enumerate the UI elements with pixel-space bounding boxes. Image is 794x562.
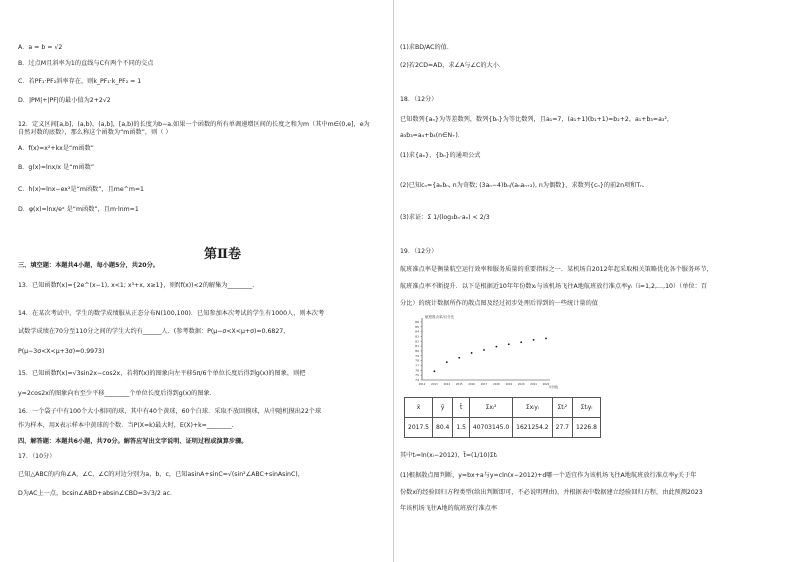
cell-sum-t2: 27.7 xyxy=(552,418,572,438)
question-13: 13．已知函数f(x)={2e^(x−1), x<1; x³+x, x≥1}，则f(f(x))<2的解集为________. xyxy=(18,282,255,289)
question-16-line1: 16．一个袋子中有100个大小相同的球，其中有40个黄球，60个白球．采取不放回摸球，从中随机摸出22个球 xyxy=(18,408,322,415)
header-sum-ty: Σtᵢyᵢ xyxy=(572,398,600,418)
header-t-bar: t̄ xyxy=(453,398,470,418)
option-b: B．过点M且斜率为1的直线与C有两个不同的交点 xyxy=(18,60,154,67)
question-18-line2: a₃b₃=a₄+b₄(n∈N₊)． xyxy=(400,132,464,139)
y-tick-label: 77 xyxy=(415,363,419,368)
question-18-line1: 已知数列{aₙ}为等差数列，数列{bₙ}为等比数列，且a₁=7，(a₁+1)(b₁+1)=b₂+2，a₁+b₃=a₃²， xyxy=(400,116,674,123)
scatter-plot xyxy=(406,312,559,390)
cell-x-bar: 2017.5 xyxy=(405,418,433,438)
x-tick-label: 2015 xyxy=(455,383,463,386)
table-header-row xyxy=(405,398,601,418)
question-17-line1: 已知△ABC的内角∠A，∠C，∠C的对边分别为a，b，c，已知asinA+sinC=√(sin²∠ABC+sinAsinC)， xyxy=(18,471,304,478)
y-tick-label: 86 xyxy=(415,320,419,324)
section-3-heading: 三、填空题：本题共4小题，每小题5分，共20分。 xyxy=(18,262,159,269)
question-17-line2: D为AC上一点，bcsin∠ABD+absin∠CBD=3√3/2 ac． xyxy=(18,490,177,497)
option-d: D．|PM|+|PF|的最小值为2+2√2 xyxy=(18,97,111,104)
question-15-line1: 15．已知函数f(x)=√3sin2x−cos2x，若将f(x)的图象向左平移5π/6个单位长度后得到g(x)的图象，则把 xyxy=(18,370,306,377)
question-15-line2: y=2cos2x的图象向右至少平移________个单位长度后得到g(x)的图象. xyxy=(18,390,212,397)
question-18-part-1: (1)求{aₙ}，{bₙ}的通项公式 xyxy=(400,152,481,159)
section-title: 第Ⅱ卷 xyxy=(204,247,241,262)
data-point xyxy=(520,341,522,343)
y-tick-label: 74 xyxy=(415,378,419,382)
y-tick-label: 85 xyxy=(415,324,419,329)
q12-option-b: B．g(x)=lnx/x 是“m函数” xyxy=(18,164,95,171)
q12-option-a: A．f(x)=x²+kx是“m函数” xyxy=(18,145,94,152)
right-column xyxy=(400,0,776,562)
question-19-part-1-line2: 份数x的经验回归方程类型(给出判断即可，不必说明理由)，并根据表中数据建立经验回归方程，由此预测2023 xyxy=(400,489,703,496)
question-19-note: 其中tᵢ=ln(xᵢ−2012)，t̄=(1/10)Σtᵢ xyxy=(400,452,498,459)
x-tick-label: 2022 xyxy=(542,383,550,386)
data-point xyxy=(496,346,498,348)
cell-sum-xy: 1621254.2 xyxy=(513,418,552,438)
q12-option-d: D．φ(x)=lnx/eˣ 是“m函数”，且m·lnm=1 xyxy=(18,206,139,213)
question-19-heading: 19．（12分） xyxy=(400,248,438,255)
y-tick-label: 81 xyxy=(415,344,419,349)
y-tick-label: 84 xyxy=(415,329,419,334)
question-19-line2: 航班准点率不断提升．以下是根据近10年年份数xᵢ与该机场飞往A地航班放行准点率yᵢ（i=1,2,…,10）（单位：百 xyxy=(400,283,707,290)
x-tick-label: 2012 xyxy=(418,383,426,386)
data-point xyxy=(545,338,547,340)
x-axis-label: 年份数 xyxy=(549,385,559,389)
x-tick-label: 2013 xyxy=(431,383,438,386)
header-sum-t2: Σtᵢ² xyxy=(552,398,572,418)
cell-y-bar: 80.4 xyxy=(433,418,453,438)
question-19-part-1-line1: (1)根据散点图判断，y=bx+a与y=cln(x−2012)+d哪一个适宜作为该机场飞往A地航班放行准点率y关于年 xyxy=(400,472,697,479)
statistics-table xyxy=(404,397,601,438)
option-c: C．若PF₁·PF₂斜率存在，则k_PF₁·k_PF₂ = 1 xyxy=(18,78,142,85)
header-x-bar: x̄ xyxy=(405,398,433,418)
data-point xyxy=(434,370,436,372)
table-row xyxy=(405,418,601,438)
data-point xyxy=(446,361,448,363)
header-sum-x2: Σxᵢ² xyxy=(469,398,512,418)
question-18-heading: 18．（12分） xyxy=(400,96,438,103)
cell-sum-x2: 40703145.0 xyxy=(469,418,512,438)
question-19-line1: 航班准点率是衡量航空运行效率和服务质量的重要指标之一．某机场自2012年起采取相关策略优化各个服务环节， xyxy=(400,266,713,273)
question-19-part-1-line3: 年该机场飞往A地的航班放行准点率 xyxy=(400,505,498,512)
question-16-line2: 作为样本，用X表示样本中黄球的个数．当P(X=k)最大时，E(X)+k=________. xyxy=(18,422,234,429)
data-point xyxy=(533,339,535,341)
question-14-line2: 试数学成绩在70分至110分之间的学生大约有______人．(参考数据：P(μ−σ<X<μ+σ)=0.6827， xyxy=(18,328,290,335)
y-tick-label: 82 xyxy=(415,339,419,344)
header-y-bar: ȳ xyxy=(433,398,453,418)
y-tick-label: 80 xyxy=(415,349,419,353)
data-point xyxy=(508,343,510,345)
y-tick-label: 83 xyxy=(415,334,419,339)
question-18-part-3: (3)求证：Σ 1/(log₃bₙ·aₙ) < 2/3 xyxy=(400,214,490,221)
section-4-heading: 四、解答题：本题共6小题，共70分。解答应写出文字说明、证明过程或演算步骤。 xyxy=(18,438,248,445)
x-tick-label: 2019 xyxy=(505,383,513,386)
data-point xyxy=(458,357,460,359)
cell-t-bar: 1.5 xyxy=(453,418,470,438)
question-14-line3: P(μ−3σ<X<μ+3σ)=0.9973) xyxy=(18,348,105,355)
x-tick-label: 2016 xyxy=(468,383,475,386)
y-tick-label: 75 xyxy=(415,373,419,378)
question-14-line1: 14．在某次考试中，学生的数学成绩服从正态分布N(100,100)．已知参加本次考试的学生有1000人，则本次考 xyxy=(18,310,325,317)
option-a: A．a = b = √2 xyxy=(18,44,63,51)
x-tick-label: 2021 xyxy=(530,383,537,386)
x-tick-label: 2018 xyxy=(493,383,500,386)
data-point xyxy=(471,352,473,354)
y-tick-label: 78 xyxy=(415,358,419,363)
question-12: 12．定义区间[a,b]，(a,b)，(a,b]，[a,b)的长度为b−a.如果一个函数的所有单调递增区间的长度之和为m（其中m∈(0,e]，e为自然对数的底数），那么称这个函数为“m函数”，则（ ） xyxy=(18,121,370,136)
data-point xyxy=(483,349,485,351)
column-divider xyxy=(393,0,394,562)
x-tick-label: 2020 xyxy=(517,383,525,386)
cell-sum-ty: 1226.8 xyxy=(572,418,600,438)
header-sum-xy: Σxᵢyᵢ xyxy=(513,398,552,418)
x-tick-label: 2014 xyxy=(443,383,451,386)
left-column xyxy=(18,0,378,562)
q17-part-2: (2)若2CD=AD，求∠A与∠C的大小． xyxy=(400,62,506,69)
question-18-part-2: (2)已知cₙ={aₙbₙ, n为奇数; (3aₙ−4)bₙ/(aₙaₙ₊₂), n为偶数}，求数列{cₙ}的前2n项和Tₙ． xyxy=(400,182,649,189)
question-19-line3: 分比）的统计数据所作的散点图及经过初步处理后得到的一些统计量的值 xyxy=(400,300,598,307)
x-tick-label: 2017 xyxy=(480,383,488,386)
chart-title: 航班准点率/百分比 xyxy=(425,315,455,319)
y-tick-label: 76 xyxy=(415,368,419,373)
q17-part-1: (1)求BD/AC的值． xyxy=(400,44,454,51)
question-17-heading: 17．（10分） xyxy=(18,453,56,460)
y-tick-label: 79 xyxy=(415,353,419,358)
q12-option-c: C．h(x)=lnx−ex²是“m函数”，且me^m=1 xyxy=(18,186,144,193)
